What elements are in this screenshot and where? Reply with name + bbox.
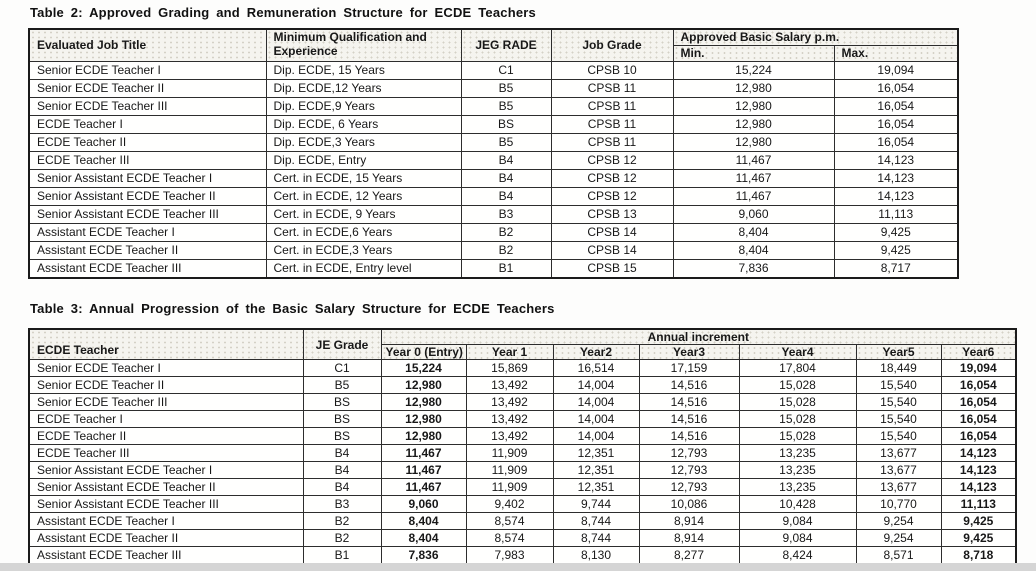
table-cell: 11,909 <box>466 462 553 479</box>
table-cell: 14,004 <box>553 428 639 445</box>
table-cell: 9,254 <box>856 513 941 530</box>
table-cell: 14,516 <box>639 428 739 445</box>
table-row <box>29 530 1016 547</box>
table-row <box>29 151 958 169</box>
table-cell: 11,467 <box>381 462 466 479</box>
table-cell: B4 <box>461 187 551 205</box>
table-cell: BS <box>303 411 381 428</box>
table2 <box>28 28 959 279</box>
table-cell: 14,123 <box>834 169 958 187</box>
table-cell: 19,094 <box>941 360 1016 377</box>
table-cell: 8,574 <box>466 513 553 530</box>
table-cell: B3 <box>303 496 381 513</box>
table2-header-min: Min. <box>673 45 834 61</box>
table-row <box>29 187 958 205</box>
table-cell: 12,980 <box>673 97 834 115</box>
table-cell: CPSB 11 <box>551 115 673 133</box>
table-cell: 15,540 <box>856 377 941 394</box>
table-cell: 12,980 <box>381 428 466 445</box>
table-cell: 14,004 <box>553 394 639 411</box>
table-cell: 13,492 <box>466 428 553 445</box>
table-row <box>29 79 958 97</box>
table-cell: Dip. ECDE, Entry <box>266 151 461 169</box>
table-cell: 16,514 <box>553 360 639 377</box>
table-row <box>29 97 958 115</box>
table-cell: BS <box>461 115 551 133</box>
table-cell: 11,467 <box>673 151 834 169</box>
table-row <box>29 411 1016 428</box>
table-cell: 16,054 <box>941 428 1016 445</box>
table-cell: ECDE Teacher I <box>29 115 266 133</box>
table-cell: 8,130 <box>553 547 639 565</box>
table-row <box>29 496 1016 513</box>
table-cell: Senior ECDE Teacher I <box>29 360 303 377</box>
table-cell: 10,086 <box>639 496 739 513</box>
table-cell: ECDE Teacher II <box>29 428 303 445</box>
table-cell: Cert. in ECDE, Entry level <box>266 259 461 278</box>
table-cell: B2 <box>303 530 381 547</box>
table-cell: 9,425 <box>941 513 1016 530</box>
table2-header-job-grade: Job Grade <box>551 29 673 61</box>
table-row <box>29 479 1016 496</box>
table-cell: CPSB 13 <box>551 205 673 223</box>
table-cell: Cert. in ECDE, 12 Years <box>266 187 461 205</box>
table-cell: 13,492 <box>466 394 553 411</box>
table-cell: 13,677 <box>856 462 941 479</box>
table-cell: 14,516 <box>639 411 739 428</box>
table-cell: 15,028 <box>739 394 856 411</box>
table-row <box>29 428 1016 445</box>
table-cell: 8,404 <box>381 513 466 530</box>
table2-header-qualification: Minimum Qualification and Experience <box>266 29 461 61</box>
table-cell: 12,980 <box>673 79 834 97</box>
table-cell: Assistant ECDE Teacher I <box>29 513 303 530</box>
table-cell: 10,770 <box>856 496 941 513</box>
table-cell: B4 <box>461 151 551 169</box>
table-row <box>29 547 1016 565</box>
table-cell: 16,054 <box>834 133 958 151</box>
table-cell: 11,467 <box>673 187 834 205</box>
table-cell: Senior Assistant ECDE Teacher III <box>29 496 303 513</box>
table-cell: 12,793 <box>639 462 739 479</box>
table-cell: 14,123 <box>941 462 1016 479</box>
table-cell: Dip. ECDE,3 Years <box>266 133 461 151</box>
table-cell: Cert. in ECDE,3 Years <box>266 241 461 259</box>
table-cell: Dip. ECDE, 6 Years <box>266 115 461 133</box>
table-cell: Senior Assistant ECDE Teacher I <box>29 462 303 479</box>
table-cell: 15,869 <box>466 360 553 377</box>
table-cell: 8,744 <box>553 513 639 530</box>
table-cell: Senior Assistant ECDE Teacher I <box>29 169 266 187</box>
table-cell: Cert. in ECDE, 15 Years <box>266 169 461 187</box>
table-cell: Senior ECDE Teacher II <box>29 79 266 97</box>
table-cell: Senior ECDE Teacher III <box>29 394 303 411</box>
table-cell: BS <box>303 394 381 411</box>
table-cell: 11,467 <box>673 169 834 187</box>
table-cell: B3 <box>461 205 551 223</box>
table-row <box>29 169 958 187</box>
table-cell: 14,004 <box>553 411 639 428</box>
table-cell: 15,028 <box>739 411 856 428</box>
table-cell: 9,744 <box>553 496 639 513</box>
table-cell: 8,717 <box>834 259 958 278</box>
table2-title: Table 2: Approved Grading and Remuneration Structure for ECDE Teachers <box>30 5 536 20</box>
table-row <box>29 445 1016 462</box>
table-cell: CPSB 12 <box>551 187 673 205</box>
table-cell: B4 <box>461 169 551 187</box>
table3-header-year5: Year5 <box>856 345 941 360</box>
table-cell: B5 <box>461 97 551 115</box>
table-cell: ECDE Teacher III <box>29 151 266 169</box>
table-row <box>29 377 1016 394</box>
table-cell: ECDE Teacher III <box>29 445 303 462</box>
table3-header-year0: Year 0 (Entry) <box>381 345 466 360</box>
table3-header-year4: Year4 <box>739 345 856 360</box>
table-cell: 10,428 <box>739 496 856 513</box>
table-cell: Senior Assistant ECDE Teacher III <box>29 205 266 223</box>
table3-title: Table 3: Annual Progression of the Basic Salary Structure for ECDE Teachers <box>30 301 555 316</box>
table-cell: CPSB 11 <box>551 79 673 97</box>
table-cell: 9,402 <box>466 496 553 513</box>
table-cell: B1 <box>461 259 551 278</box>
table-cell: CPSB 15 <box>551 259 673 278</box>
table-cell: 8,404 <box>673 223 834 241</box>
table-cell: 15,028 <box>739 428 856 445</box>
table-cell: Senior Assistant ECDE Teacher II <box>29 187 266 205</box>
table2-header-salary: Approved Basic Salary p.m. <box>673 29 958 45</box>
table-row <box>29 223 958 241</box>
table-cell: Cert. in ECDE,6 Years <box>266 223 461 241</box>
table-cell: 12,980 <box>381 377 466 394</box>
table-cell: 15,028 <box>739 377 856 394</box>
table-cell: 11,909 <box>466 479 553 496</box>
table-cell: 14,123 <box>834 187 958 205</box>
table-row <box>29 360 1016 377</box>
table-row <box>29 241 958 259</box>
table-cell: 9,084 <box>739 513 856 530</box>
table-cell: CPSB 11 <box>551 133 673 151</box>
table-cell: 8,571 <box>856 547 941 565</box>
table-cell: 7,983 <box>466 547 553 565</box>
table-cell: 8,914 <box>639 530 739 547</box>
table-cell: 15,540 <box>856 394 941 411</box>
table-cell: C1 <box>461 61 551 79</box>
table-cell: 14,516 <box>639 377 739 394</box>
table-cell: Assistant ECDE Teacher I <box>29 223 266 241</box>
table-cell: 9,060 <box>673 205 834 223</box>
table-cell: 13,677 <box>856 479 941 496</box>
table-cell: 16,054 <box>834 97 958 115</box>
table-cell: CPSB 14 <box>551 223 673 241</box>
table-cell: Dip. ECDE, 15 Years <box>266 61 461 79</box>
table-row <box>29 205 958 223</box>
table3-body <box>29 360 1016 565</box>
table-cell: 12,980 <box>673 115 834 133</box>
table-cell: ECDE Teacher II <box>29 133 266 151</box>
table-cell: B5 <box>303 377 381 394</box>
table-row <box>29 115 958 133</box>
table2-body <box>29 61 958 278</box>
table-cell: ECDE Teacher I <box>29 411 303 428</box>
table-cell: 9,425 <box>834 223 958 241</box>
table-cell: Dip. ECDE,12 Years <box>266 79 461 97</box>
table-cell: B5 <box>461 133 551 151</box>
table-cell: 14,123 <box>941 479 1016 496</box>
table-cell: B4 <box>303 445 381 462</box>
table-cell: 12,351 <box>553 462 639 479</box>
table-cell: 15,224 <box>381 360 466 377</box>
table-cell: CPSB 11 <box>551 97 673 115</box>
table-cell: 14,123 <box>941 445 1016 462</box>
table-cell: CPSB 12 <box>551 169 673 187</box>
table-row <box>29 462 1016 479</box>
table-cell: 11,467 <box>381 445 466 462</box>
table-cell: 13,235 <box>739 479 856 496</box>
table-cell: 18,449 <box>856 360 941 377</box>
table-cell: B2 <box>461 223 551 241</box>
table-cell: 16,054 <box>941 377 1016 394</box>
table-cell: 8,404 <box>381 530 466 547</box>
table-cell: BS <box>303 428 381 445</box>
table3-header-year3: Year3 <box>639 345 739 360</box>
table-cell: 17,804 <box>739 360 856 377</box>
table-cell: 8,277 <box>639 547 739 565</box>
table-cell: 9,060 <box>381 496 466 513</box>
table-cell: Senior ECDE Teacher I <box>29 61 266 79</box>
table-cell: 12,793 <box>639 445 739 462</box>
table-cell: B5 <box>461 79 551 97</box>
table-cell: 12,351 <box>553 479 639 496</box>
table-cell: 16,054 <box>834 115 958 133</box>
table-cell: 15,224 <box>673 61 834 79</box>
table-cell: CPSB 12 <box>551 151 673 169</box>
table-cell: 11,113 <box>941 496 1016 513</box>
table-cell: 12,793 <box>639 479 739 496</box>
table-cell: 11,467 <box>381 479 466 496</box>
table-cell: 13,235 <box>739 445 856 462</box>
table-cell: 7,836 <box>381 547 466 565</box>
table-cell: CPSB 14 <box>551 241 673 259</box>
table-cell: 11,909 <box>466 445 553 462</box>
table-cell: 12,980 <box>381 411 466 428</box>
table-cell: C1 <box>303 360 381 377</box>
table3-header-year2: Year2 <box>553 345 639 360</box>
table3-header-year1: Year 1 <box>466 345 553 360</box>
table2-header-job-title: Evaluated Job Title <box>29 29 266 61</box>
table-cell: B4 <box>303 462 381 479</box>
table3-header-annual-increment: Annual increment <box>381 329 1016 345</box>
table-cell: 14,004 <box>553 377 639 394</box>
table3 <box>28 328 1017 565</box>
table-cell: 8,404 <box>673 241 834 259</box>
table-cell: B2 <box>303 513 381 530</box>
table-cell: 14,516 <box>639 394 739 411</box>
table-cell: 15,540 <box>856 411 941 428</box>
table-row <box>29 259 958 278</box>
table2-header-max: Max. <box>834 45 958 61</box>
table-cell: 13,492 <box>466 377 553 394</box>
table3-header-teacher: ECDE Teacher <box>29 329 303 360</box>
table-cell: 16,054 <box>834 79 958 97</box>
table-cell: 13,677 <box>856 445 941 462</box>
table-cell: B4 <box>303 479 381 496</box>
table-cell: 16,054 <box>941 411 1016 428</box>
table-cell: Senior Assistant ECDE Teacher II <box>29 479 303 496</box>
table-cell: 8,744 <box>553 530 639 547</box>
scan-page-edge <box>0 563 1036 571</box>
table-cell: 12,980 <box>381 394 466 411</box>
table-cell: Assistant ECDE Teacher III <box>29 547 303 565</box>
table-cell: B1 <box>303 547 381 565</box>
table-cell: Dip. ECDE,9 Years <box>266 97 461 115</box>
table-cell: 9,425 <box>834 241 958 259</box>
table-cell: 13,492 <box>466 411 553 428</box>
table-cell: B2 <box>461 241 551 259</box>
table-row <box>29 513 1016 530</box>
table-cell: 8,424 <box>739 547 856 565</box>
table-cell: Assistant ECDE Teacher II <box>29 530 303 547</box>
table-cell: Senior ECDE Teacher III <box>29 97 266 115</box>
table-cell: Assistant ECDE Teacher III <box>29 259 266 278</box>
table-cell: 8,914 <box>639 513 739 530</box>
table-cell: Assistant ECDE Teacher II <box>29 241 266 259</box>
table-cell: Senior ECDE Teacher II <box>29 377 303 394</box>
table3-header-je-grade: JE Grade <box>303 329 381 360</box>
table-row <box>29 61 958 79</box>
table-cell: 17,159 <box>639 360 739 377</box>
table-cell: 16,054 <box>941 394 1016 411</box>
table-cell: 19,094 <box>834 61 958 79</box>
table-row <box>29 394 1016 411</box>
table-cell: 9,084 <box>739 530 856 547</box>
table-cell: 14,123 <box>834 151 958 169</box>
table3-header-year6: Year6 <box>941 345 1016 360</box>
table-cell: 11,113 <box>834 205 958 223</box>
table-cell: 9,425 <box>941 530 1016 547</box>
table-cell: 7,836 <box>673 259 834 278</box>
table-cell: CPSB 10 <box>551 61 673 79</box>
table-cell: 13,235 <box>739 462 856 479</box>
table2-header-je-grade: JEG RADE <box>461 29 551 61</box>
table-row <box>29 133 958 151</box>
table-cell: 9,254 <box>856 530 941 547</box>
table-cell: 8,718 <box>941 547 1016 565</box>
table-cell: 12,351 <box>553 445 639 462</box>
table-cell: 12,980 <box>673 133 834 151</box>
table-cell: Cert. in ECDE, 9 Years <box>266 205 461 223</box>
table-cell: 15,540 <box>856 428 941 445</box>
table-cell: 8,574 <box>466 530 553 547</box>
